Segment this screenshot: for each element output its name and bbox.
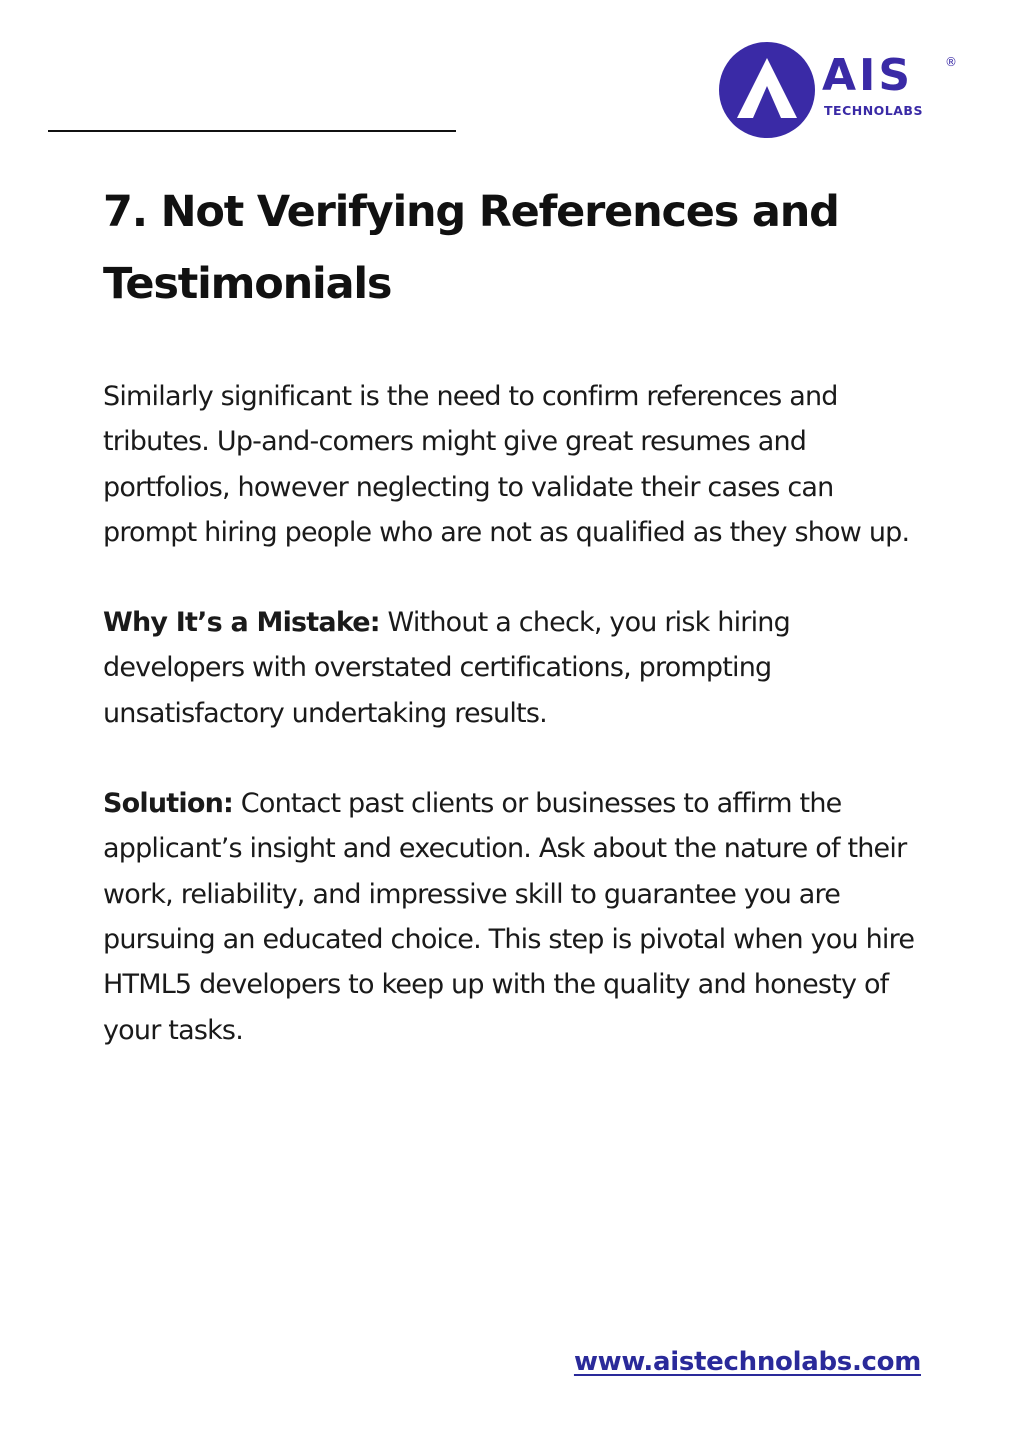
solution-label: Solution: [103, 788, 234, 820]
why-mistake-paragraph [103, 600, 933, 736]
why-mistake-text: Without a check, you risk hiring developers with overstated certifications, prompting unsatisfactory undertaking results. [103, 607, 790, 729]
section-heading: 7. Not Verifying References and Testimonials [103, 187, 839, 309]
ais-logo-icon [717, 40, 817, 140]
logo-wordmark: AIS [822, 50, 914, 101]
registered-mark: ® [945, 55, 957, 69]
ais-logo [717, 40, 967, 140]
solution-text: Contact past clients or businesses to affirm the applicant’s insight and execution. Ask about the nature of their work, reliability, and impressive skill to guarantee you are pursuing an educated choice. This step is pivotal when you hire HTML5 developers to keep up with the quality and honesty of your tasks. [103, 788, 915, 1046]
article-content [103, 176, 933, 1053]
why-mistake-label: Why It’s a Mistake: [103, 607, 380, 639]
solution-paragraph [103, 781, 933, 1053]
logo-tagline: TECHNOLABS [824, 103, 923, 118]
top-divider [48, 130, 456, 132]
intro-paragraph: Similarly significant is the need to confirm references and tributes. Up-and-comers might give great resumes and portfolios, however neglecting to validate their cases can prompt hiring people who are not as qualified as they show up. [103, 381, 910, 548]
website-link[interactable]: www.aistechnolabs.com [573, 1347, 921, 1377]
